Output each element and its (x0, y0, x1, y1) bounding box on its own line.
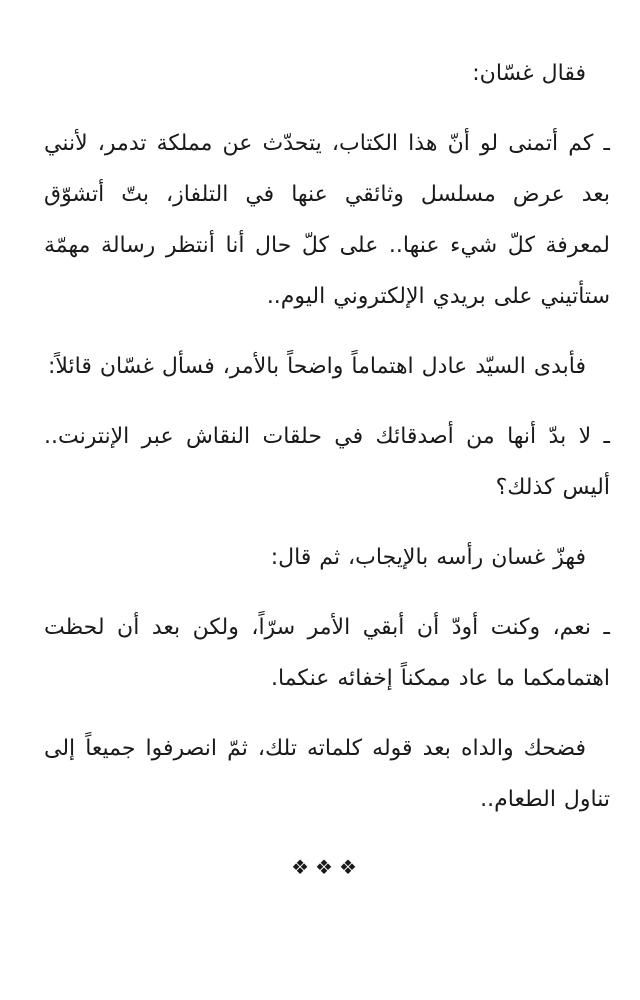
paragraph-4: ـ لا بدّ أنها من أصدقائك في حلقات النقاش عبر الإنترنت.. أليس كذلك؟ (44, 424, 610, 500)
paragraph-7: فضحك والداه بعد قوله كلماته تلك، ثمّ انصرفوا جميعاً إلى تناول الطعام.. (44, 736, 610, 812)
paragraph-5: فهزّ غسان رأسه بالإيجاب، ثم قال: (270, 545, 586, 570)
paragraph-1: فقال غسّان: (472, 61, 586, 86)
section-separator-ornament: ❖❖❖ (291, 855, 363, 879)
paragraph-6: ـ نعم، وكنت أودّ أن أبقي الأمر سرّاً، ولكن بعد أن لحظت اهتمامكما ما عاد ممكناً إخفائه عنكما. (44, 615, 610, 691)
paragraph-2: ـ كم أتمنى لو أنّ هذا الكتاب، يتحدّث عن مملكة تدمر، لأنني بعد عرض مسلسل وثائقي عنها في التلفاز، بتّ أتشوّق لمعرفة كلّ شيء عنها.. على كلّ حال أنا أنتظر رسالة مهمّة ستأتيني على بريدي الإلكتروني اليوم.. (44, 131, 610, 309)
paragraph-3: فأبدى السيّد عادل اهتماماً واضحاً بالأمر، فسأل غسّان قائلاً: (48, 354, 586, 379)
